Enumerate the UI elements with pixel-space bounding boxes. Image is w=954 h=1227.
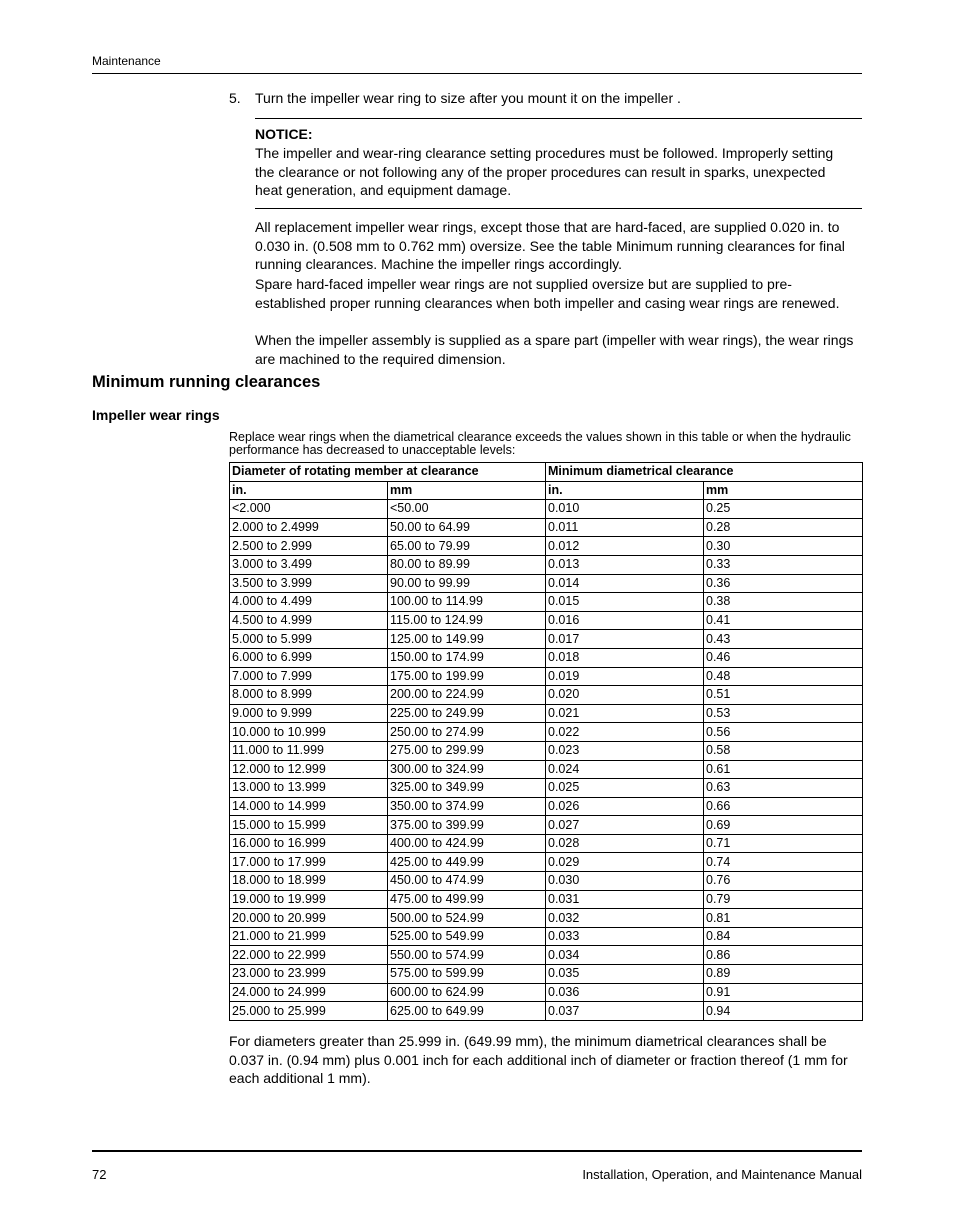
table-cell: 150.00 to 174.99 — [388, 648, 546, 667]
table-cell: 0.025 — [546, 779, 704, 798]
table-cell: 0.89 — [704, 965, 863, 984]
table-cell: 80.00 to 89.99 — [388, 555, 546, 574]
table-cell: 0.023 — [546, 741, 704, 760]
table-row — [230, 816, 863, 835]
table-row — [230, 686, 863, 705]
table-cell: 0.033 — [546, 927, 704, 946]
table-cell: 550.00 to 574.99 — [388, 946, 546, 965]
header-divider — [92, 73, 862, 74]
table-cell: 115.00 to 124.99 — [388, 611, 546, 630]
clearance-table — [229, 462, 863, 1021]
table-cell: 225.00 to 249.99 — [388, 704, 546, 723]
table-cell: 0.76 — [704, 872, 863, 891]
unit-header: mm — [704, 481, 863, 500]
table-cell: 175.00 to 199.99 — [388, 667, 546, 686]
table-cell: 0.41 — [704, 611, 863, 630]
table-row — [230, 909, 863, 928]
table-cell: 0.61 — [704, 760, 863, 779]
after-table-note: For diameters greater than 25.999 in. (649.99 mm), the minimum diametrical clearances shall be 0.037 in. (0.94 mm) plus 0.001 inch for each additional inch of diameter or fraction thereof (1 mm for each additional 1 mm). — [229, 1033, 848, 1086]
table-row — [230, 723, 863, 742]
table-cell: 0.029 — [546, 853, 704, 872]
table-cell: 0.012 — [546, 537, 704, 556]
table-cell: 250.00 to 274.99 — [388, 723, 546, 742]
table-cell: 19.000 to 19.999 — [230, 890, 388, 909]
table-row — [230, 853, 863, 872]
table-row — [230, 890, 863, 909]
table-cell: 0.36 — [704, 574, 863, 593]
running-header: Maintenance — [92, 54, 161, 68]
table-row — [230, 537, 863, 556]
table-cell: 65.00 to 79.99 — [388, 537, 546, 556]
step-text: Turn the impeller wear ring to size after you mount it on the impeller . — [255, 90, 681, 106]
table-cell: 0.020 — [546, 686, 704, 705]
table-row — [230, 630, 863, 649]
table-cell: 0.010 — [546, 500, 704, 519]
procedure-step — [229, 90, 681, 106]
table-cell: 90.00 to 99.99 — [388, 574, 546, 593]
table-unit-header-row — [230, 481, 863, 500]
table-cell: 0.028 — [546, 834, 704, 853]
table-cell: <2.000 — [230, 500, 388, 519]
table-cell: 425.00 to 449.99 — [388, 853, 546, 872]
table-cell: 525.00 to 549.99 — [388, 927, 546, 946]
unit-header: in. — [230, 481, 388, 500]
table-row — [230, 704, 863, 723]
notice-top-rule — [255, 118, 862, 119]
table-intro: Replace wear rings when the diametrical clearance exceeds the values shown in this table or when the hydraulic performance has decreased to unacceptable levels: — [229, 430, 851, 457]
table-cell: 4.500 to 4.999 — [230, 611, 388, 630]
table-cell: 0.034 — [546, 946, 704, 965]
table-cell: 22.000 to 22.999 — [230, 946, 388, 965]
table-cell: 18.000 to 18.999 — [230, 872, 388, 891]
table-cell: 0.58 — [704, 741, 863, 760]
table-cell: 0.56 — [704, 723, 863, 742]
notice-body: The impeller and wear-ring clearance setting procedures must be followed. Improperly setting the clearance or not following any of the proper procedures can result in sparks, unexpected heat generation, and equipment damage. — [255, 145, 834, 198]
paragraph-hard-faced-rings: Spare hard-faced impeller wear rings are not supplied oversize but are supplied to pre-established proper running clearances when both impeller and casing wear rings are renewed. — [255, 276, 840, 311]
table-cell: 0.63 — [704, 779, 863, 798]
table-cell: 6.000 to 6.999 — [230, 648, 388, 667]
table-cell: 0.013 — [546, 555, 704, 574]
unit-header: mm — [388, 481, 546, 500]
table-cell: 2.000 to 2.4999 — [230, 518, 388, 537]
table-cell: 2.500 to 2.999 — [230, 537, 388, 556]
table-cell: 0.66 — [704, 797, 863, 816]
unit-header: in. — [546, 481, 704, 500]
table-cell: 23.000 to 23.999 — [230, 965, 388, 984]
table-cell: 200.00 to 224.99 — [388, 686, 546, 705]
table-cell: 275.00 to 299.99 — [388, 741, 546, 760]
step-number: 5. — [229, 90, 241, 106]
table-cell: 17.000 to 17.999 — [230, 853, 388, 872]
table-cell: 10.000 to 10.999 — [230, 723, 388, 742]
table-cell: 9.000 to 9.999 — [230, 704, 388, 723]
table-cell: 350.00 to 374.99 — [388, 797, 546, 816]
table-cell: 0.81 — [704, 909, 863, 928]
table-cell: 0.46 — [704, 648, 863, 667]
table-cell: 0.86 — [704, 946, 863, 965]
table-cell: 475.00 to 499.99 — [388, 890, 546, 909]
table-cell: 7.000 to 7.999 — [230, 667, 388, 686]
table-cell: 0.011 — [546, 518, 704, 537]
table-cell: 600.00 to 624.99 — [388, 983, 546, 1002]
table-cell: 16.000 to 16.999 — [230, 834, 388, 853]
table-cell: 3.500 to 3.999 — [230, 574, 388, 593]
table-cell: 11.000 to 11.999 — [230, 741, 388, 760]
table-cell: 0.026 — [546, 797, 704, 816]
table-cell: 0.91 — [704, 983, 863, 1002]
table-cell: 0.019 — [546, 667, 704, 686]
table-cell: 0.022 — [546, 723, 704, 742]
table-cell: 325.00 to 349.99 — [388, 779, 546, 798]
table-cell: 0.017 — [546, 630, 704, 649]
table-group-header-row — [230, 463, 863, 482]
table-cell: 375.00 to 399.99 — [388, 816, 546, 835]
table-cell: 0.027 — [546, 816, 704, 835]
table-cell: 0.69 — [704, 816, 863, 835]
table-cell: 15.000 to 15.999 — [230, 816, 388, 835]
table-cell: 21.000 to 21.999 — [230, 927, 388, 946]
table-cell: 3.000 to 3.499 — [230, 555, 388, 574]
table-row — [230, 518, 863, 537]
table-cell: 0.25 — [704, 500, 863, 519]
table-cell: 0.015 — [546, 593, 704, 612]
notice-bottom-rule — [255, 208, 862, 209]
table-row — [230, 648, 863, 667]
table-cell: 0.030 — [546, 872, 704, 891]
table-cell: 4.000 to 4.499 — [230, 593, 388, 612]
table-cell: 0.71 — [704, 834, 863, 853]
paragraph-spare-assembly: When the impeller assembly is supplied as a spare part (impeller with wear rings), the wear rings are machined to the required dimension. — [255, 332, 854, 367]
notice-title: NOTICE: — [255, 126, 313, 142]
table-cell: 0.51 — [704, 686, 863, 705]
table-row — [230, 574, 863, 593]
table-cell: 0.016 — [546, 611, 704, 630]
table-cell: 400.00 to 424.99 — [388, 834, 546, 853]
table-cell: 25.000 to 25.999 — [230, 1002, 388, 1021]
table-cell: 0.48 — [704, 667, 863, 686]
table-row — [230, 927, 863, 946]
table-cell: 0.018 — [546, 648, 704, 667]
table-cell: 0.035 — [546, 965, 704, 984]
table-cell: 14.000 to 14.999 — [230, 797, 388, 816]
table-row — [230, 667, 863, 686]
table-cell: 0.53 — [704, 704, 863, 723]
table-cell: 625.00 to 649.99 — [388, 1002, 546, 1021]
paragraph-replacement-rings: All replacement impeller wear rings, except those that are hard-faced, are supplied 0.020 in. to 0.030 in. (0.508 mm to 0.762 mm) oversize. See the table Minimum running clearances for final running clearances. Machine the impeller rings accordingly. — [255, 219, 845, 272]
table-cell: 12.000 to 12.999 — [230, 760, 388, 779]
table-row — [230, 593, 863, 612]
footer-divider — [92, 1150, 862, 1152]
table-row — [230, 500, 863, 519]
table-cell: 450.00 to 474.99 — [388, 872, 546, 891]
table-cell: 24.000 to 24.999 — [230, 983, 388, 1002]
table-cell: 0.79 — [704, 890, 863, 909]
table-cell: 20.000 to 20.999 — [230, 909, 388, 928]
table-row — [230, 779, 863, 798]
table-cell: 5.000 to 5.999 — [230, 630, 388, 649]
table-cell: 0.032 — [546, 909, 704, 928]
table-cell: 100.00 to 114.99 — [388, 593, 546, 612]
table-cell: 500.00 to 524.99 — [388, 909, 546, 928]
table-row — [230, 555, 863, 574]
table-cell: 0.94 — [704, 1002, 863, 1021]
table-row — [230, 760, 863, 779]
table-row — [230, 834, 863, 853]
table-cell: <50.00 — [388, 500, 546, 519]
table-cell: 0.30 — [704, 537, 863, 556]
table-cell: 575.00 to 599.99 — [388, 965, 546, 984]
group-header-clearance: Minimum diametrical clearance — [546, 463, 863, 482]
table-cell: 13.000 to 13.999 — [230, 779, 388, 798]
table-cell: 0.43 — [704, 630, 863, 649]
table-body — [230, 500, 863, 1021]
subsection-title: Impeller wear rings — [92, 407, 220, 423]
table-cell: 0.031 — [546, 890, 704, 909]
table-row — [230, 1002, 863, 1021]
table-row — [230, 611, 863, 630]
table-cell: 0.74 — [704, 853, 863, 872]
table-cell: 8.000 to 8.999 — [230, 686, 388, 705]
table-row — [230, 872, 863, 891]
table-cell: 300.00 to 324.99 — [388, 760, 546, 779]
table-cell: 50.00 to 64.99 — [388, 518, 546, 537]
table-row — [230, 983, 863, 1002]
table-row — [230, 946, 863, 965]
table-cell: 0.84 — [704, 927, 863, 946]
table-cell: 0.014 — [546, 574, 704, 593]
table-cell: 0.38 — [704, 593, 863, 612]
table-row — [230, 741, 863, 760]
table-cell: 0.036 — [546, 983, 704, 1002]
page-number: 72 — [92, 1167, 107, 1182]
section-title: Minimum running clearances — [92, 373, 321, 391]
manual-title: Installation, Operation, and Maintenance Manual — [582, 1167, 862, 1182]
table-row — [230, 797, 863, 816]
group-header-diameter: Diameter of rotating member at clearance — [230, 463, 546, 482]
table-row — [230, 965, 863, 984]
table-cell: 0.33 — [704, 555, 863, 574]
table-cell: 0.024 — [546, 760, 704, 779]
table-cell: 0.021 — [546, 704, 704, 723]
table-cell: 0.037 — [546, 1002, 704, 1021]
table-cell: 0.28 — [704, 518, 863, 537]
table-cell: 125.00 to 149.99 — [388, 630, 546, 649]
